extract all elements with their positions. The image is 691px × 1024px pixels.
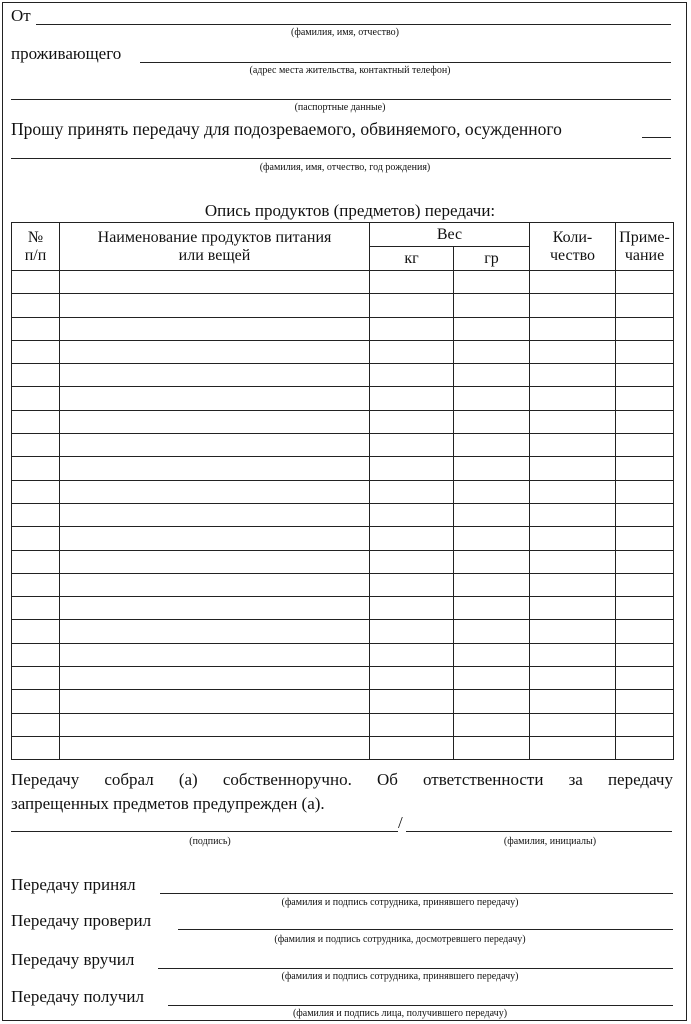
accepted-field[interactable] bbox=[160, 893, 673, 894]
col-note-header: Приме- чание bbox=[616, 223, 674, 271]
cell[interactable] bbox=[12, 736, 60, 759]
cell[interactable] bbox=[454, 340, 530, 363]
cell[interactable] bbox=[454, 434, 530, 457]
received-hint: (фамилия и подпись лица, получившего передачу) bbox=[292, 1008, 508, 1019]
cell[interactable] bbox=[530, 573, 616, 596]
from-label: От bbox=[11, 6, 31, 25]
cell[interactable] bbox=[616, 480, 674, 503]
signature-hint: (подпись) bbox=[189, 836, 231, 847]
cell[interactable] bbox=[60, 271, 370, 294]
person-field[interactable] bbox=[11, 158, 671, 159]
cell[interactable] bbox=[12, 620, 60, 643]
cell[interactable] bbox=[60, 294, 370, 317]
cell[interactable] bbox=[370, 434, 454, 457]
cell[interactable] bbox=[530, 387, 616, 410]
cell[interactable] bbox=[60, 503, 370, 526]
cell[interactable] bbox=[530, 503, 616, 526]
cell[interactable] bbox=[530, 271, 616, 294]
cell[interactable] bbox=[370, 690, 454, 713]
cell[interactable] bbox=[454, 317, 530, 340]
cell[interactable] bbox=[12, 480, 60, 503]
accepted-label: Передачу принял bbox=[11, 875, 136, 894]
cell[interactable] bbox=[454, 271, 530, 294]
cell[interactable] bbox=[530, 294, 616, 317]
table-row bbox=[12, 387, 674, 410]
residing-hint: (адрес места жительства, контактный телефон) bbox=[249, 65, 451, 76]
delivered-hint: (фамилия и подпись сотрудника, принявшего передачу) bbox=[281, 971, 519, 982]
cell[interactable] bbox=[12, 364, 60, 387]
cell[interactable] bbox=[12, 643, 60, 666]
cell[interactable] bbox=[530, 457, 616, 480]
table-row bbox=[12, 364, 674, 387]
cell[interactable] bbox=[12, 434, 60, 457]
checked-label: Передачу проверил bbox=[11, 911, 152, 930]
cell[interactable] bbox=[454, 387, 530, 410]
col-qty-header: Коли- чество bbox=[530, 223, 616, 271]
cell[interactable] bbox=[370, 713, 454, 736]
cell[interactable] bbox=[530, 713, 616, 736]
cell[interactable] bbox=[12, 457, 60, 480]
cell[interactable] bbox=[454, 410, 530, 433]
table-row bbox=[12, 667, 674, 690]
inventory-table bbox=[11, 222, 674, 760]
col-gr-header: гр bbox=[454, 247, 530, 271]
cell[interactable] bbox=[454, 550, 530, 573]
cell[interactable] bbox=[530, 643, 616, 666]
inventory-title: Опись продуктов (предметов) передачи: bbox=[204, 201, 496, 220]
signature-field[interactable] bbox=[11, 831, 398, 832]
cell[interactable] bbox=[370, 410, 454, 433]
initials-hint: (фамилия, инициалы) bbox=[503, 836, 597, 847]
cell[interactable] bbox=[616, 317, 674, 340]
cell[interactable] bbox=[60, 573, 370, 596]
cell[interactable] bbox=[60, 643, 370, 666]
table-row bbox=[12, 434, 674, 457]
table-row bbox=[12, 340, 674, 363]
cell[interactable] bbox=[616, 410, 674, 433]
cell[interactable] bbox=[616, 713, 674, 736]
cell[interactable] bbox=[12, 317, 60, 340]
cell[interactable] bbox=[370, 457, 454, 480]
table-row bbox=[12, 527, 674, 550]
cell[interactable] bbox=[60, 434, 370, 457]
cell[interactable] bbox=[616, 340, 674, 363]
cell[interactable] bbox=[616, 667, 674, 690]
cell[interactable] bbox=[60, 387, 370, 410]
cell[interactable] bbox=[370, 387, 454, 410]
from-field[interactable] bbox=[36, 24, 671, 25]
request-field-end[interactable] bbox=[642, 137, 671, 138]
passport-hint: (паспортные данные) bbox=[294, 102, 386, 113]
cell[interactable] bbox=[530, 527, 616, 550]
cell[interactable] bbox=[60, 457, 370, 480]
cell[interactable] bbox=[530, 480, 616, 503]
cell[interactable] bbox=[616, 573, 674, 596]
cell[interactable] bbox=[454, 294, 530, 317]
cell[interactable] bbox=[12, 410, 60, 433]
cell[interactable] bbox=[530, 410, 616, 433]
cell[interactable] bbox=[616, 434, 674, 457]
col-weight-header: Вес bbox=[370, 223, 530, 247]
cell[interactable] bbox=[60, 597, 370, 620]
cell[interactable] bbox=[530, 550, 616, 573]
initials-field[interactable] bbox=[406, 831, 672, 832]
table-row bbox=[12, 480, 674, 503]
cell[interactable] bbox=[12, 527, 60, 550]
checked-field[interactable] bbox=[178, 929, 673, 930]
cell[interactable] bbox=[370, 364, 454, 387]
checked-hint: (фамилия и подпись сотрудника, досмотревшего передачу) bbox=[274, 934, 526, 945]
cell[interactable] bbox=[12, 597, 60, 620]
table-row bbox=[12, 457, 674, 480]
cell[interactable] bbox=[530, 667, 616, 690]
cell[interactable] bbox=[370, 597, 454, 620]
cell[interactable] bbox=[454, 527, 530, 550]
cell[interactable] bbox=[370, 643, 454, 666]
accepted-hint: (фамилия и подпись сотрудника, принявшего передачу) bbox=[281, 897, 519, 908]
table-row bbox=[12, 713, 674, 736]
cell[interactable] bbox=[530, 434, 616, 457]
delivered-label: Передачу вручил bbox=[11, 950, 135, 969]
cell[interactable] bbox=[370, 527, 454, 550]
cell[interactable] bbox=[12, 503, 60, 526]
cell[interactable] bbox=[616, 294, 674, 317]
cell[interactable] bbox=[370, 550, 454, 573]
cell[interactable] bbox=[12, 573, 60, 596]
cell[interactable] bbox=[60, 667, 370, 690]
cell[interactable] bbox=[454, 364, 530, 387]
table-row bbox=[12, 620, 674, 643]
cell[interactable] bbox=[60, 480, 370, 503]
table-row bbox=[12, 503, 674, 526]
cell[interactable] bbox=[530, 736, 616, 759]
cell[interactable] bbox=[616, 736, 674, 759]
cell[interactable] bbox=[530, 597, 616, 620]
cell[interactable] bbox=[12, 713, 60, 736]
col-kg-header: кг bbox=[370, 247, 454, 271]
signature-slash: / bbox=[398, 813, 403, 832]
cell[interactable] bbox=[370, 294, 454, 317]
cell[interactable] bbox=[454, 643, 530, 666]
cell[interactable] bbox=[616, 597, 674, 620]
table-row bbox=[12, 573, 674, 596]
cell[interactable] bbox=[60, 364, 370, 387]
received-label: Передачу получил bbox=[11, 987, 144, 1006]
cell[interactable] bbox=[370, 620, 454, 643]
residing-field[interactable] bbox=[140, 62, 671, 63]
declaration-line2: запрещенных предметов предупрежден (а). bbox=[11, 794, 325, 813]
table-row bbox=[12, 294, 674, 317]
cell[interactable] bbox=[12, 271, 60, 294]
cell[interactable] bbox=[530, 364, 616, 387]
table-row bbox=[12, 643, 674, 666]
cell[interactable] bbox=[454, 620, 530, 643]
cell[interactable] bbox=[454, 667, 530, 690]
table-row bbox=[12, 271, 674, 294]
declaration-line1: Передачу собрал (а) собственноручно. Об ответственности за передачу bbox=[11, 770, 673, 789]
cell[interactable] bbox=[12, 690, 60, 713]
residing-label: проживающего bbox=[11, 44, 122, 63]
cell[interactable] bbox=[12, 387, 60, 410]
cell[interactable] bbox=[530, 340, 616, 363]
cell[interactable] bbox=[454, 480, 530, 503]
cell[interactable] bbox=[60, 550, 370, 573]
cell[interactable] bbox=[616, 643, 674, 666]
cell[interactable] bbox=[454, 457, 530, 480]
cell[interactable] bbox=[370, 667, 454, 690]
table-row bbox=[12, 597, 674, 620]
cell[interactable] bbox=[616, 271, 674, 294]
passport-field[interactable] bbox=[11, 99, 671, 100]
cell[interactable] bbox=[60, 620, 370, 643]
cell[interactable] bbox=[616, 550, 674, 573]
cell[interactable] bbox=[454, 690, 530, 713]
table-row bbox=[12, 736, 674, 759]
table-row bbox=[12, 317, 674, 340]
cell[interactable] bbox=[616, 457, 674, 480]
cell[interactable] bbox=[616, 527, 674, 550]
cell[interactable] bbox=[370, 503, 454, 526]
cell[interactable] bbox=[530, 690, 616, 713]
cell[interactable] bbox=[12, 667, 60, 690]
cell[interactable] bbox=[12, 550, 60, 573]
cell[interactable] bbox=[616, 503, 674, 526]
cell[interactable] bbox=[370, 736, 454, 759]
cell[interactable] bbox=[370, 271, 454, 294]
received-field[interactable] bbox=[168, 1005, 673, 1006]
table-row bbox=[12, 690, 674, 713]
cell[interactable] bbox=[454, 713, 530, 736]
cell[interactable] bbox=[370, 317, 454, 340]
cell[interactable] bbox=[370, 480, 454, 503]
cell[interactable] bbox=[616, 364, 674, 387]
cell[interactable] bbox=[454, 597, 530, 620]
cell[interactable] bbox=[530, 620, 616, 643]
cell[interactable] bbox=[530, 317, 616, 340]
cell[interactable] bbox=[60, 713, 370, 736]
cell[interactable] bbox=[60, 736, 370, 759]
cell[interactable] bbox=[60, 410, 370, 433]
cell[interactable] bbox=[616, 690, 674, 713]
cell[interactable] bbox=[60, 690, 370, 713]
cell[interactable] bbox=[60, 527, 370, 550]
cell[interactable] bbox=[60, 340, 370, 363]
person-hint: (фамилия, имя, отчество, год рождения) bbox=[259, 162, 431, 173]
cell[interactable] bbox=[370, 573, 454, 596]
cell[interactable] bbox=[60, 317, 370, 340]
cell[interactable] bbox=[370, 340, 454, 363]
table-row bbox=[12, 410, 674, 433]
delivered-field[interactable] bbox=[158, 968, 673, 969]
cell[interactable] bbox=[454, 736, 530, 759]
cell[interactable] bbox=[616, 387, 674, 410]
cell[interactable] bbox=[12, 340, 60, 363]
cell[interactable] bbox=[12, 294, 60, 317]
col-num-header: № п/п bbox=[12, 223, 60, 271]
cell[interactable] bbox=[616, 620, 674, 643]
cell[interactable] bbox=[454, 503, 530, 526]
cell[interactable] bbox=[454, 573, 530, 596]
request-text: Прошу принять передачу для подозреваемого, обвиняемого, осужденного bbox=[11, 119, 562, 139]
from-hint: (фамилия, имя, отчество) bbox=[291, 27, 399, 38]
table-row bbox=[12, 550, 674, 573]
col-name-header: Наименование продуктов питания или вещей bbox=[60, 223, 370, 271]
